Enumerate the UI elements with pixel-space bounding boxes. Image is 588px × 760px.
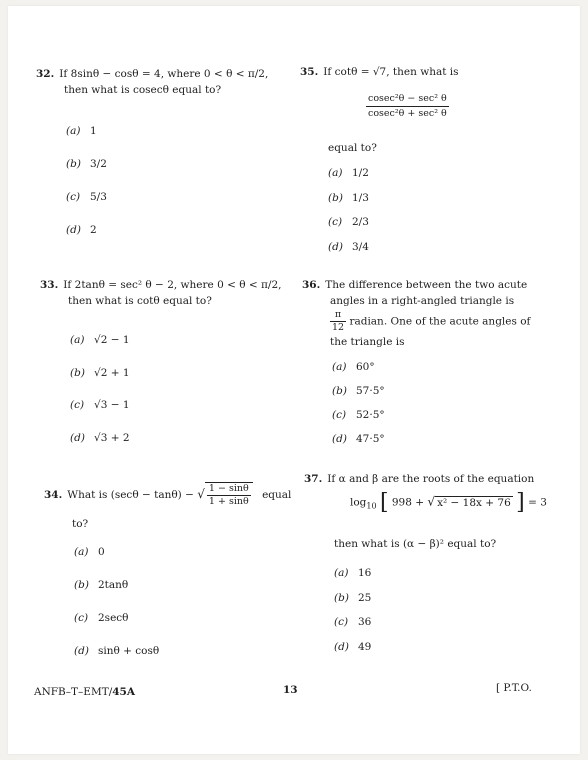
option-d[interactable]: (d) √3 + 2: [70, 432, 130, 444]
question-number: 36.: [302, 279, 321, 291]
option-a[interactable]: (a) 60°: [332, 361, 375, 373]
pto-label: [ P.T.O.: [496, 682, 532, 694]
question-number: 32.: [36, 68, 55, 80]
option-c[interactable]: (c) 5/3: [66, 191, 107, 203]
question-33: [40, 277, 290, 309]
question-34: [44, 482, 292, 532]
question-number: 37.: [304, 473, 323, 485]
option-a[interactable]: (a) 0: [74, 546, 105, 558]
option-a[interactable]: (a) √2 − 1: [70, 334, 130, 346]
question-number: 33.: [40, 279, 59, 291]
option-b[interactable]: (b) 2tanθ: [74, 579, 129, 591]
ratio-fraction: cosec²θ − sec² θ cosec²θ + sec² θ: [368, 93, 447, 119]
option-c[interactable]: (c) 52·5°: [332, 409, 385, 421]
option-b[interactable]: (b) 25: [334, 592, 372, 604]
question-text-line2: equal to?: [328, 142, 377, 154]
question-36: [302, 277, 542, 350]
question-text-line2: then what is cotθ equal to?: [68, 295, 212, 307]
question-number: 35.: [300, 66, 319, 78]
question-text-line3: radian. One of the acute angles of: [349, 315, 531, 328]
option-c[interactable]: (c) 2secθ: [74, 612, 129, 624]
question-text-line1: If cotθ = √7, then what is: [323, 66, 459, 78]
question-text-line1: If 2tanθ = sec² θ − 2, where 0 < θ < π/2,: [63, 279, 282, 291]
page-sheet: [8, 6, 580, 754]
option-a[interactable]: (a) 16: [334, 567, 372, 579]
question-text-line1: If α and β are the roots of the equation: [327, 473, 535, 485]
question-text-end: equal: [262, 489, 292, 501]
option-c[interactable]: (c) √3 − 1: [70, 399, 130, 411]
option-d[interactable]: (d) 49: [334, 641, 372, 653]
question-text-line1: The difference between the two acute: [325, 279, 528, 291]
option-b[interactable]: (b) 3/2: [66, 158, 107, 170]
option-d[interactable]: (d) 47·5°: [332, 433, 385, 445]
question-32: [36, 66, 276, 98]
sqrt-symbol: √: [197, 487, 205, 501]
question-text-line4: the triangle is: [330, 336, 405, 348]
booklet-code: ANFB–T–EMT/45A: [34, 686, 135, 698]
option-d[interactable]: (d) 3/4: [328, 241, 369, 253]
sqrt-fraction: $\frac{1 - \sin\theta}{1 + \sin\theta}$: [205, 482, 253, 508]
log-equation: $\log_{10}$ [ 998 + √ x² − 18x + 76 ] = 3: [350, 490, 547, 515]
question-text-line1: If 8sinθ − cosθ = 4, where 0 < θ < π/2,: [59, 68, 269, 80]
option-a[interactable]: (a) 1/2: [328, 167, 369, 179]
option-b[interactable]: (b) 1/3: [328, 192, 369, 204]
option-c[interactable]: (c) 36: [334, 616, 372, 628]
option-d[interactable]: (d) sinθ + cosθ: [74, 645, 160, 657]
angle-fraction: $\frac{\pi}{12}$: [332, 309, 345, 333]
option-c[interactable]: (c) 2/3: [328, 216, 369, 228]
question-35: [300, 64, 550, 80]
question-text-line2: then what is (α − β)² equal to?: [334, 538, 497, 550]
question-text-line2: then what is cosecθ equal to?: [64, 84, 222, 96]
option-b[interactable]: (b) √2 + 1: [70, 367, 130, 379]
option-d[interactable]: (d) 2: [66, 224, 97, 236]
option-b[interactable]: (b) 57·5°: [332, 385, 385, 397]
question-text-line2: angles in a right-angled triangle is: [330, 295, 515, 307]
question-text: What is (secθ − tanθ) −: [67, 489, 194, 501]
page-number: 13: [283, 684, 298, 696]
question-37: [304, 471, 554, 487]
option-a[interactable]: (a) 1: [66, 125, 97, 137]
question-number: 34.: [44, 489, 63, 501]
question-text-line2: to?: [72, 518, 89, 530]
